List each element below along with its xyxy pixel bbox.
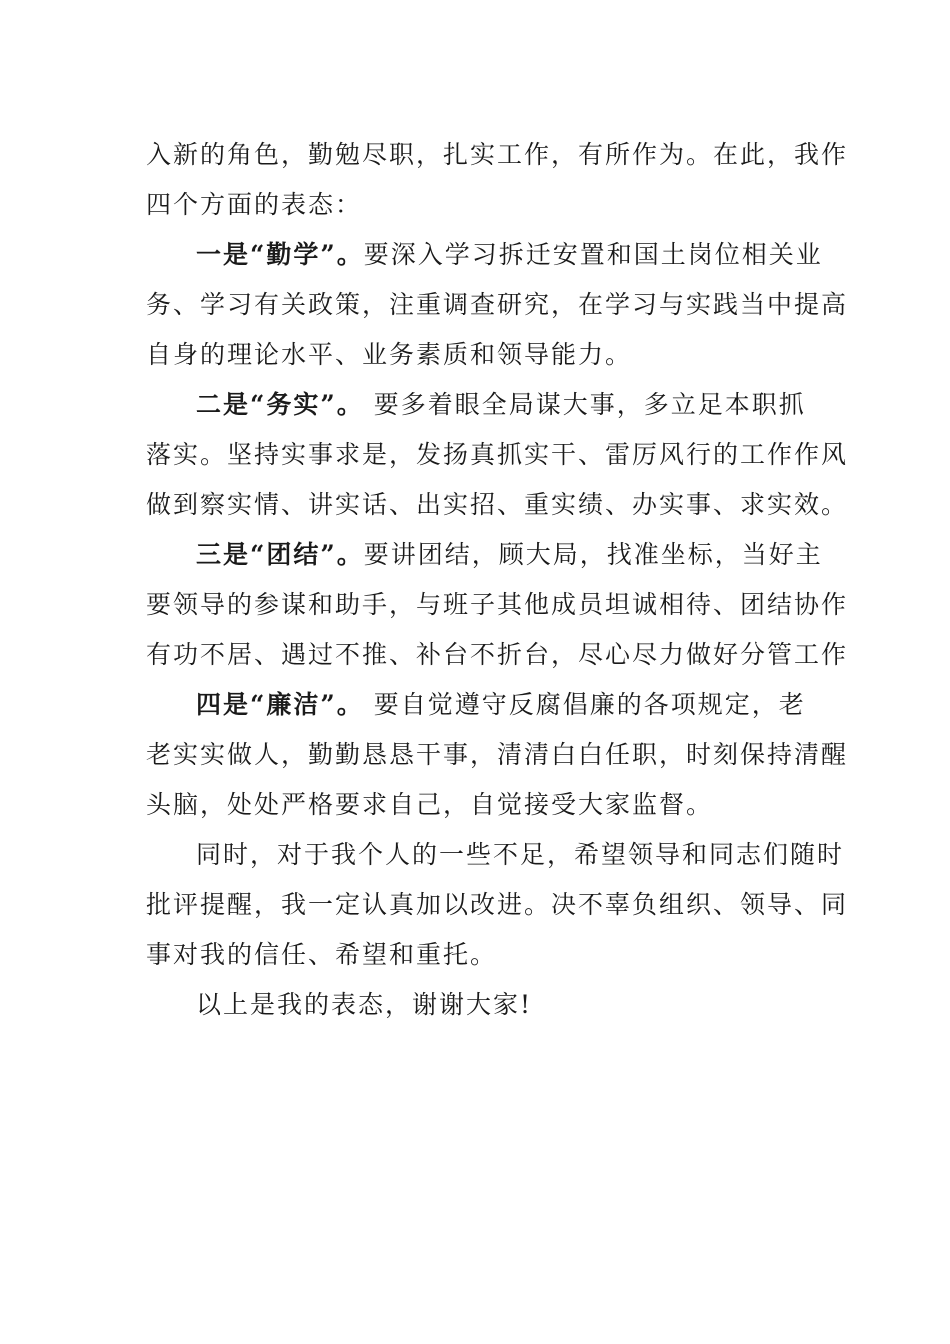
body-line: 老实实做人，勤勤恳恳干事，清清白白任职，时刻保持清醒: [146, 740, 849, 769]
document-body: [146, 130, 849, 1030]
pledge-line: [146, 230, 823, 280]
pledge-heading: 四是“廉洁”。: [196, 690, 364, 719]
body-line: 四个方面的表态：: [146, 190, 363, 219]
pledge-heading: 三是“团结”。: [196, 540, 364, 569]
body-line: 落实。坚持实事求是，发扬真抓实干、雷厉风行的工作作风: [146, 440, 849, 469]
pledge-text: 要讲团结，顾大局，找准坐标，当好主: [363, 540, 823, 569]
pledge-line: [146, 380, 808, 430]
pledge-text: 要深入学习拆迁安置和国土岗位相关业: [363, 240, 823, 269]
body-line: 入新的角色，勤勉尽职，扎实工作，有所作为。在此，我作: [146, 140, 849, 169]
body-line: 做到察实情、讲实话、出实招、重实绩、办实事、求实效。: [146, 490, 849, 519]
pledge-line: [146, 680, 808, 730]
body-line: 有功不居、遇过不推、补台不折台，尽心尽力做好分管工作: [146, 640, 849, 669]
closing-line: 以上是我的表态，谢谢大家!: [196, 990, 533, 1019]
body-line: 同时，对于我个人的一些不足，希望领导和同志们随时: [196, 840, 845, 869]
pledge-heading: 二是“务实”。: [196, 390, 364, 419]
body-line: 自身的理论水平、业务素质和领导能力。: [146, 340, 633, 369]
body-line: 头脑，处处严格要求自己，自觉接受大家监督。: [146, 790, 714, 819]
body-line: 务、学习有关政策，注重调查研究，在学习与实践当中提高: [146, 290, 849, 319]
pledge-text: 要自觉遵守反腐倡廉的各项规定，老: [363, 690, 806, 719]
pledge-heading: 一是“勤学”。: [196, 240, 364, 269]
body-line: 要领导的参谋和助手，与班子其他成员坦诚相待、团结协作: [146, 590, 849, 619]
pledge-line: [146, 530, 823, 580]
body-line: 批评提醒，我一定认真加以改进。决不辜负组织、领导、同: [146, 890, 849, 919]
body-line: 事对我的信任、希望和重托。: [146, 940, 498, 969]
pledge-text: 要多着眼全局谋大事，多立足本职抓: [363, 390, 806, 419]
